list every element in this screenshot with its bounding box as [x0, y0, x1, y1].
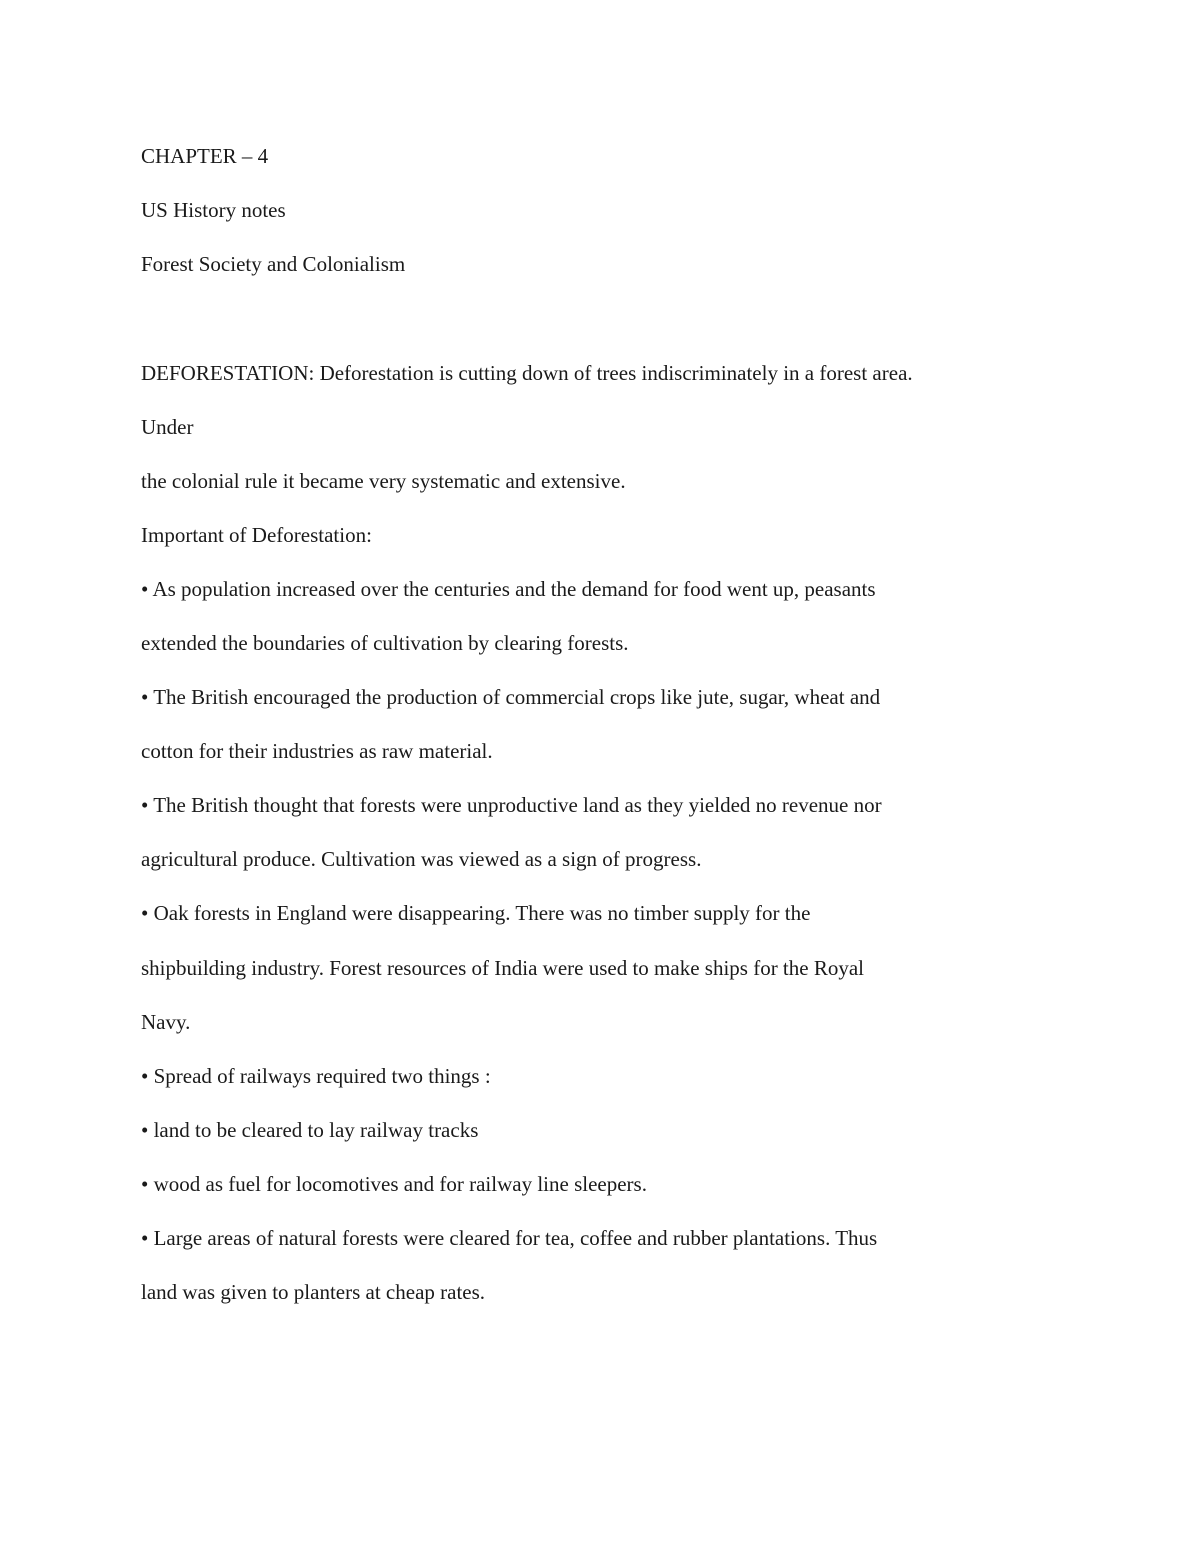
- definition-line: the colonial rule it became very systematic and extensive.: [141, 469, 626, 493]
- bullet-line: • The British encouraged the production of commercial crops like jute, sugar, wheat and: [141, 685, 881, 709]
- chapter-heading: CHAPTER – 4: [141, 144, 269, 168]
- bullet-line: • As population increased over the centuries and the demand for food went up, peasants: [141, 577, 876, 601]
- bullet-line: Navy.: [141, 1010, 191, 1034]
- bullet-line: land was given to planters at cheap rates.: [141, 1280, 486, 1304]
- bullet-line: • Large areas of natural forests were cleared for tea, coffee and rubber plantations. Thus: [141, 1226, 878, 1250]
- bullet-line: extended the boundaries of cultivation by clearing forests.: [141, 631, 629, 655]
- bullet-line: • land to be cleared to lay railway tracks: [141, 1118, 479, 1142]
- section-heading: Important of Deforestation:: [141, 523, 372, 547]
- bullet-line: • Spread of railways required two things :: [141, 1064, 491, 1088]
- bullet-line: shipbuilding industry. Forest resources of India were used to make ships for the Royal: [141, 956, 865, 980]
- bullet-line: • The British thought that forests were unproductive land as they yielded no revenue nor: [141, 793, 882, 817]
- subject-line: US History notes: [141, 198, 286, 222]
- topic-title: Forest Society and Colonialism: [141, 252, 406, 276]
- bullet-line: agricultural produce. Cultivation was viewed as a sign of progress.: [141, 847, 702, 871]
- bullet-line: cotton for their industries as raw material.: [141, 739, 493, 763]
- bullet-line: • Oak forests in England were disappearing. There was no timber supply for the: [141, 901, 811, 925]
- definition-line: DEFORESTATION: Deforestation is cutting down of trees indiscriminately in a forest area.: [141, 361, 913, 385]
- definition-line: Under: [141, 415, 194, 439]
- bullet-line: • wood as fuel for locomotives and for railway line sleepers.: [141, 1172, 647, 1196]
